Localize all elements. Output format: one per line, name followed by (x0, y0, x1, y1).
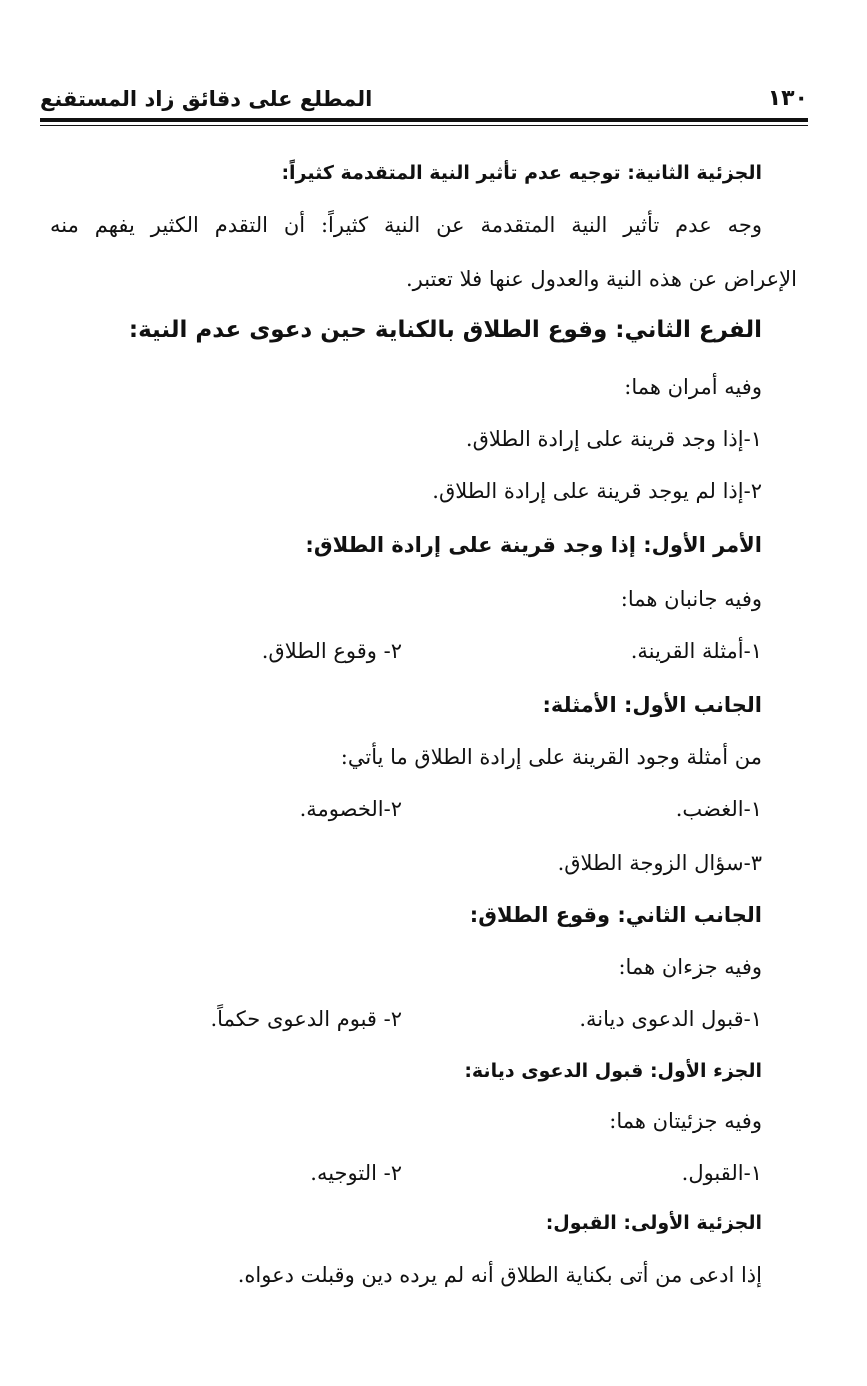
list-item: ١-الغضب. (675, 797, 762, 821)
paragraph-line: الإعراض عن هذه النية والعدول عنها فلا تعتبر. (405, 267, 797, 291)
subsection-heading: الجزئية الأولى: القبول: (545, 1212, 762, 1234)
list-item: ٢- وقوع الطلاق. (261, 639, 402, 663)
list-item: ٢-إذا لم يوجد قرينة على إرادة الطلاق. (432, 479, 762, 503)
list-pair (50, 792, 762, 826)
page-number: ١٣٠ (767, 86, 808, 111)
subsection-heading: الجانب الأول: الأمثلة: (542, 693, 762, 717)
header-rule-thick (40, 118, 808, 122)
list-item: ٢- قبوم الدعوى حكماً. (210, 1007, 402, 1031)
header-rule-thin (40, 125, 808, 126)
paragraph-line: وفيه جزءان هما: (618, 955, 762, 979)
list-item: ٢- التوجيه. (310, 1161, 402, 1185)
list-item: ١-أمثلة القرينة. (630, 639, 762, 663)
subsection-heading: الأمر الأول: إذا وجد قرينة على إرادة الطلاق: (305, 533, 762, 557)
subsection-heading: الجزء الأول: قبول الدعوى ديانة: (464, 1060, 762, 1082)
paragraph-line: وفيه جزئيتان هما: (609, 1109, 762, 1133)
subsection-heading: الجزئية الثانية: توجيه عدم تأثير النية المتقدمة كثيراً: (281, 162, 762, 184)
list-item: ١-قبول الدعوى ديانة. (579, 1007, 762, 1031)
book-title: المطلع على دقائق زاد المستقنع (40, 87, 373, 111)
section-heading: الفرع الثاني: وقوع الطلاق بالكناية حين دعوى عدم النية: (128, 317, 762, 343)
paragraph-line: وفيه جانبان هما: (620, 587, 762, 611)
list-item: ١-القبول. (681, 1161, 762, 1185)
subsection-heading: الجانب الثاني: وقوع الطلاق: (469, 903, 762, 927)
list-pair (50, 1002, 762, 1036)
running-header (40, 84, 808, 118)
list-item: ٣-سؤال الزوجة الطلاق. (557, 851, 762, 875)
list-item: ٢-الخصومة. (299, 797, 402, 821)
paragraph-line: إذا ادعى من أتى بكناية الطلاق أنه لم يرده دين وقبلت دعواه. (237, 1263, 762, 1287)
list-item: ١-إذا وجد قرينة على إرادة الطلاق. (465, 427, 762, 451)
paragraph-line: وفيه أمران هما: (624, 375, 762, 399)
paragraph-line: وجه عدم تأثير النية المتقدمة عن النية كثيراً: أن التقدم الكثير يفهم منه (50, 213, 762, 237)
list-pair (50, 634, 762, 668)
list-pair (50, 1156, 762, 1190)
paragraph-line: من أمثلة وجود القرينة على إرادة الطلاق ما يأتي: (340, 745, 762, 769)
